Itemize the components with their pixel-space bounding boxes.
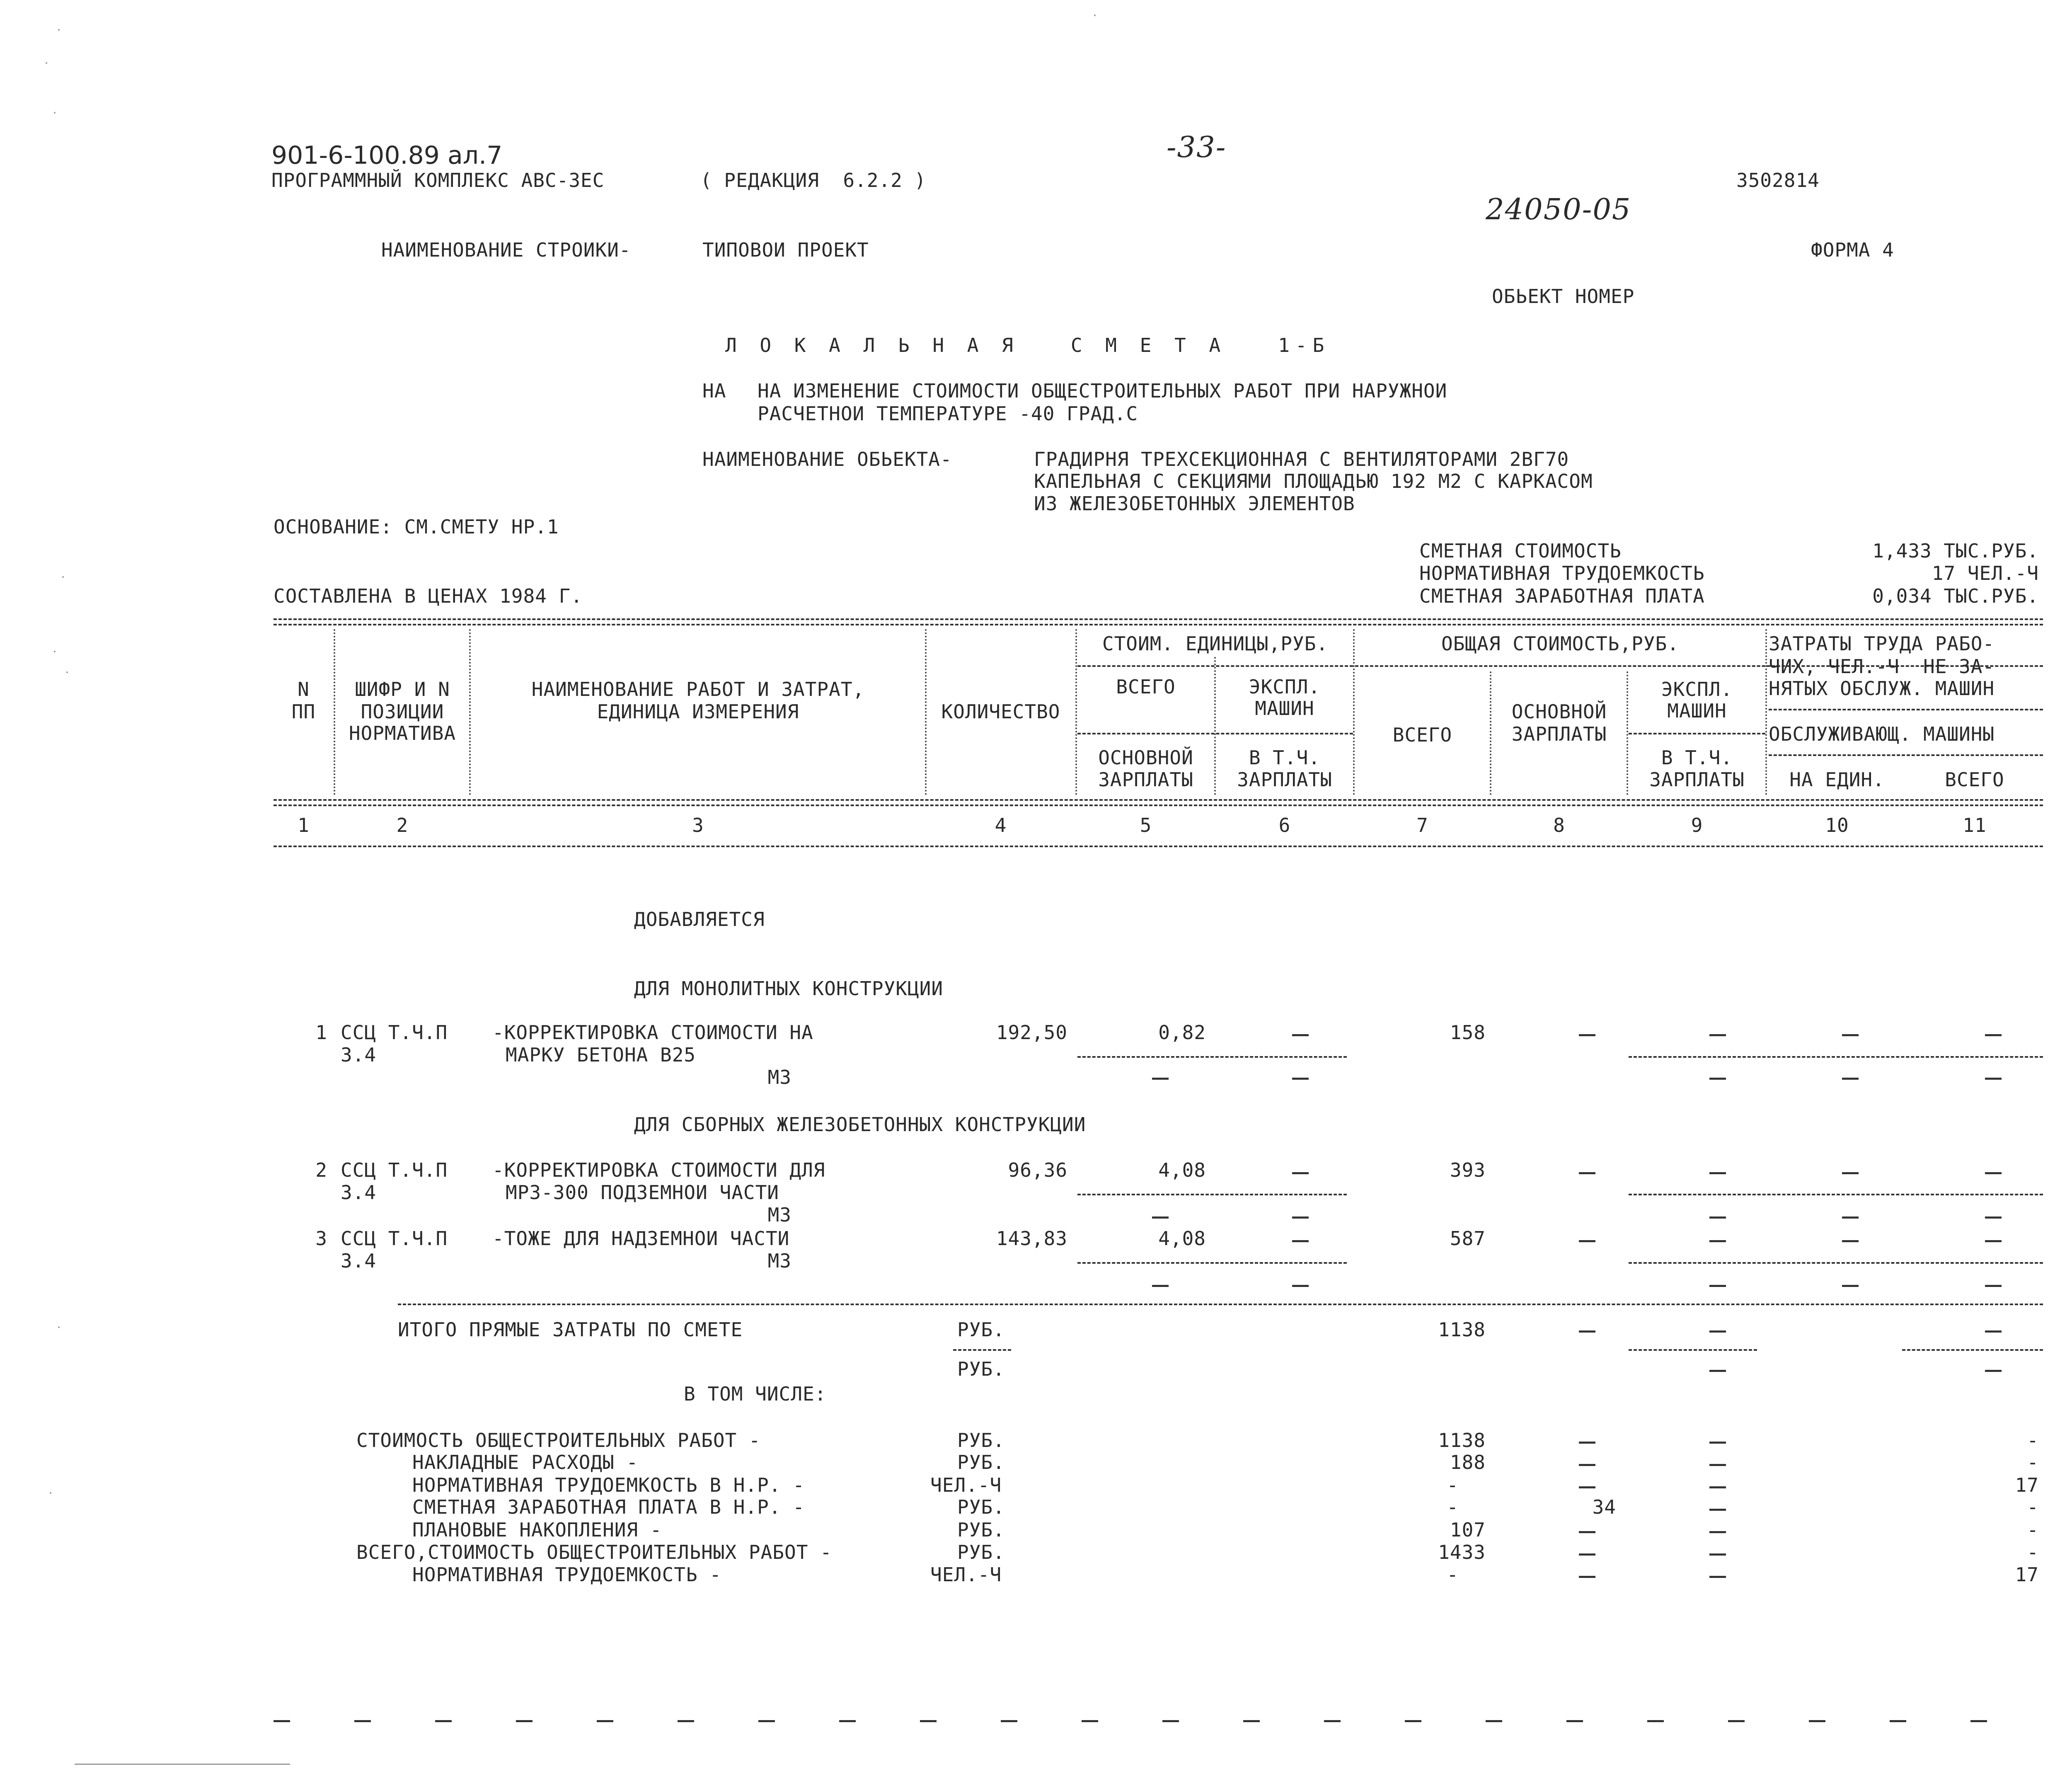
dash (1486, 1720, 1502, 1722)
row-1-cost: 0,82 (1158, 1021, 1206, 1044)
row-2-underline-a (1077, 1194, 1347, 1195)
col-num: 6 (1278, 814, 1291, 836)
dash (1579, 1486, 1595, 1488)
dash (1842, 1285, 1859, 1287)
hdr-bottom-rule (274, 799, 2043, 801)
scan-speck (46, 62, 47, 64)
dash (758, 1720, 775, 1722)
row-2-underline-b (1629, 1194, 2043, 1195)
object-number-label: ОБЬЕКТ НОМЕР (1492, 285, 1635, 308)
dash (1162, 1720, 1179, 1722)
object-line-3: ИЗ ЖЕЛЕЗОБЕТОННЫХ ЭЛЕМЕНТОВ (1034, 492, 1355, 515)
section-precast: ДЛЯ СБОРНЫХ ЖЕЛЕЗОБЕТОННЫХ КОНСТРУКЦИИ (634, 1113, 1086, 1136)
hdr-overall: ОБЩАЯ СТОИМОСТЬ,РУБ. (1441, 632, 1679, 655)
totals-underline-a (1629, 1349, 1757, 1351)
total-item-col11: - (2027, 1451, 2039, 1473)
dash (1082, 1720, 1098, 1722)
page-number: -33- (1167, 130, 1227, 164)
including-label: В ТОМ ЧИСЛЕ: (684, 1383, 827, 1405)
hdr-labor-3: НЯТЫХ ОБСЛУЖ. МАШИН (1769, 677, 1995, 700)
row-3-code: ССЦ Т.Ч.П (341, 1227, 448, 1250)
hdr-labor-rule-2 (1769, 754, 2043, 756)
summary-label-wage: СМЕТНАЯ ЗАРАБОТНАЯ ПЛАТА (1419, 585, 1705, 607)
scan-speck (54, 112, 56, 114)
dash (1985, 1370, 2002, 1372)
hdr-overall-basic-1: ОСНОВНОЙ (1511, 700, 1607, 723)
dash (1292, 1240, 1309, 1242)
dash (354, 1720, 371, 1722)
scan-speck (50, 1492, 51, 1494)
col-num: 11 (1963, 814, 1987, 836)
hdr-labor-1: ЗАТРАТЫ ТРУДА РАБО- (1769, 632, 1995, 655)
section-monolithic: ДЛЯ МОНОЛИТНЫХ КОНСТРУКЦИИ (634, 977, 944, 1000)
hdr-unit-mach-1: ЭКСПЛ. (1249, 676, 1321, 698)
col-num: 9 (1691, 814, 1703, 836)
total-item-value: 188 (1450, 1451, 1486, 1473)
row-2-total: 393 (1450, 1159, 1486, 1181)
dash (1709, 1330, 1726, 1333)
dash (1985, 1034, 2002, 1036)
dash (516, 1720, 533, 1722)
row-2-code: ССЦ Т.Ч.П (341, 1159, 448, 1181)
section-added: ДОБАВЛЯЕТСЯ (634, 908, 765, 931)
dash (1579, 1034, 1595, 1036)
dash (1579, 1553, 1595, 1556)
total-item-col11: - (2027, 1541, 2039, 1563)
dash (1243, 1720, 1260, 1722)
hdr-labor-rule-1 (1769, 709, 2043, 710)
dash (1647, 1720, 1664, 1722)
handwritten-number: 24050-05 (1486, 192, 1631, 226)
dash (1566, 1720, 1583, 1722)
row-3-qty: 143,83 (996, 1227, 1067, 1250)
row-2-unit: М3 (767, 1204, 792, 1226)
col-sep-4 (1075, 629, 1077, 795)
dash (1579, 1240, 1595, 1242)
dash (1809, 1720, 1825, 1722)
row-3-name: -ТОЖЕ ДЛЯ НАДЗЕМНОИ ЧАСТИ (492, 1227, 790, 1250)
row-1-code-2: 3.4 (341, 1044, 377, 1066)
total-item-unit: РУБ. (957, 1429, 1005, 1452)
totals-rule (398, 1304, 2043, 1305)
edition: ( РЕДАКЦИЯ 6.2.2 ) (700, 169, 927, 191)
dash (1890, 1720, 1906, 1722)
object-line-2: КАПЕЛЬНАЯ С СЕКЦИЯМИ ПЛОЩАДЬЮ 192 М2 С КАРКАСОМ (1034, 470, 1593, 492)
total-item-col11: 17 (2015, 1563, 2039, 1586)
construction-label: НАИМЕНОВАНИЕ СТРОИКИ- (381, 239, 631, 261)
direct-costs-unit-2: РУБ. (957, 1358, 1005, 1380)
row-1-qty: 192,50 (996, 1021, 1067, 1044)
col-num: 2 (396, 814, 409, 836)
dash (1579, 1576, 1595, 1578)
col-num: 5 (1140, 814, 1152, 836)
hdr-unit-incl-2: ЗАРПЛАТЫ (1237, 768, 1332, 791)
total-item-unit: РУБ. (957, 1541, 1005, 1563)
object-label: НАИМЕНОВАНИЕ ОБЬЕКТА- (702, 448, 952, 470)
col-num: 10 (1825, 814, 1849, 836)
form-label: ФОРМА 4 (1811, 239, 1894, 261)
total-item-label: НАКЛАДНЫЕ РАСХОДЫ - (412, 1451, 639, 1473)
title-line-1: НА ИЗМЕНЕНИЕ СТОИМОСТИ ОБЩЕСТРОИТЕЛЬНЫХ РАБОТ ПРИ НАРУЖНОИ (758, 380, 1447, 402)
scan-speck (62, 576, 64, 578)
hdr-labor-2: ЧИХ, ЧЕЛ.-Ч НЕ ЗА- (1769, 655, 1995, 678)
software-complex: ПРОГРАММНЫЙ КОМПЛЕКС АВС-3ЕС (271, 169, 605, 191)
dash (1985, 1330, 2002, 1333)
summary-label-labor: НОРМАТИВНАЯ ТРУДОЕМКОСТЬ (1419, 562, 1705, 584)
hdr-bottom-rule-2 (274, 805, 2043, 806)
dash (1579, 1464, 1595, 1466)
hdr-overall-incl-2: ЗАРПЛАТЫ (1649, 768, 1745, 791)
hdr-labor-4: ОБСЛУЖИВАЮЩ. МАШИНЫ (1769, 723, 1995, 745)
dash (1324, 1720, 1341, 1722)
scan-edge (75, 1764, 290, 1765)
hdr-unit-total: ВСЕГО (1116, 676, 1176, 698)
hdr-unit-sub-rule (1077, 733, 1353, 734)
hdr-code-1: ШИФР И N (355, 678, 450, 700)
dash (1842, 1034, 1859, 1036)
row-2-name-2: МРЗ-300 ПОДЗЕМНОИ ЧАСТИ (506, 1181, 779, 1204)
hdr-code-2: ПОЗИЦИИ (361, 700, 444, 723)
prices-basis: СОСТАВЛЕНА В ЦЕНАХ 1984 Г. (274, 585, 583, 607)
col-sep-7 (1490, 671, 1491, 795)
hdr-code-3: НОРМАТИВА (349, 722, 456, 744)
dash (1709, 1531, 1726, 1533)
dash (1709, 1240, 1726, 1242)
hdr-qty: КОЛИЧЕСТВО (941, 700, 1060, 723)
row-1-name: -КОРРЕКТИРОВКА СТОИМОСТИ НА (492, 1021, 813, 1044)
col-num-rule (274, 846, 2043, 847)
hdr-unit-cost-rule (1077, 665, 1353, 667)
dash (1709, 1078, 1726, 1080)
hdr-unit-basic-1: ОСНОВНОЙ (1098, 746, 1193, 769)
row-1-total: 158 (1450, 1021, 1486, 1044)
hdr-overall-total: ВСЕГО (1392, 724, 1452, 746)
total-item-unit: РУБ. (957, 1496, 1005, 1518)
dash (1709, 1509, 1726, 1511)
summary-value-wage: 0,034 ТЫС.РУБ. (1872, 585, 2039, 607)
row-2-code-2: 3.4 (341, 1181, 377, 1204)
doc-code: 901-6-100.89 ал.7 (271, 141, 503, 170)
hdr-unit-incl-1: В Т.Ч. (1249, 746, 1321, 769)
total-item-value: - (1447, 1496, 1459, 1518)
summary-label-cost: СМЕТНАЯ СТОИМОСТЬ (1419, 540, 1622, 562)
dash (1292, 1078, 1309, 1080)
dash (1292, 1034, 1309, 1036)
dash (1842, 1240, 1859, 1242)
dash (435, 1720, 452, 1722)
dash (1970, 1720, 1987, 1722)
dash (1985, 1285, 2002, 1287)
row-3-total: 587 (1450, 1227, 1486, 1250)
row-3-n: 3 (315, 1227, 327, 1250)
scan-speck (58, 29, 60, 31)
hdr-unit-cost: СТОИМ. ЕДИНИЦЫ,РУБ. (1102, 632, 1329, 655)
dash (1709, 1172, 1726, 1174)
estimate-title: Л О К А Л Ь Н А Я С М Е Т А 1-Б (725, 334, 1330, 356)
dash (920, 1720, 937, 1722)
unit-underline (953, 1349, 1011, 1351)
dash (678, 1720, 694, 1722)
title-na: НА (702, 380, 726, 402)
scan-speck (54, 651, 56, 652)
summary-value-labor: 17 ЧЕЛ.-Ч (1932, 562, 2039, 584)
row-3-code-2: 3.4 (341, 1250, 377, 1272)
dash (1579, 1330, 1595, 1333)
dash (1985, 1240, 2002, 1242)
dash (1579, 1442, 1595, 1444)
total-item-label: ПЛАНОВЫЕ НАКОПЛЕНИЯ - (412, 1519, 662, 1541)
dash (1842, 1216, 1859, 1219)
row-1-underline-a (1077, 1056, 1347, 1058)
total-item-label: НОРМАТИВНАЯ ТРУДОЕМКОСТЬ В Н.Р. - (412, 1474, 805, 1496)
dash (1709, 1370, 1726, 1372)
hdr-name-2: ЕДИНИЦА ИЗМЕРЕНИЯ (597, 700, 799, 723)
total-item-col8: 34 (1592, 1496, 1616, 1518)
dash (1842, 1172, 1859, 1174)
hdr-unit-mach-2: МАШИН (1255, 697, 1314, 720)
row-2-n: 2 (315, 1159, 327, 1181)
total-item-col11: - (2027, 1429, 2039, 1452)
col-sep-6 (1353, 629, 1355, 795)
total-item-value: 1433 (1438, 1541, 1486, 1563)
row-2-name: -КОРРЕКТИРОВКА СТОИМОСТИ ДЛЯ (492, 1159, 825, 1181)
direct-costs-value: 1138 (1438, 1318, 1486, 1341)
hdr-labor-per-unit: НА ЕДИН. (1789, 768, 1885, 791)
title-line-2: РАСЧЕТНОИ ТЕМПЕРАТУРЕ -40 ГРАД.С (758, 402, 1138, 425)
direct-costs-unit: РУБ. (957, 1318, 1005, 1341)
table-top-rule (274, 618, 2043, 620)
total-item-col11: - (2027, 1519, 2039, 1541)
col-sep-9 (1765, 629, 1767, 795)
dash (1001, 1720, 1017, 1722)
row-3-underline-a (1077, 1262, 1347, 1264)
total-item-unit: ЧЕЛ.-Ч (930, 1563, 1002, 1586)
dash (274, 1720, 290, 1722)
col-sep-1 (334, 629, 335, 795)
dash (1292, 1285, 1309, 1287)
total-item-unit: РУБ. (957, 1451, 1005, 1473)
row-3-underline-b (1629, 1262, 2043, 1264)
total-item-label: СМЕТНАЯ ЗАРАБОТНАЯ ПЛАТА В Н.Р. - (412, 1496, 805, 1518)
total-item-label: СТОИМОСТЬ ОБЩЕСТРОИТЕЛЬНЫХ РАБОТ - (356, 1429, 761, 1452)
total-item-unit: РУБ. (957, 1519, 1005, 1541)
totals-underline-b (1902, 1349, 2043, 1351)
summary-value-cost: 1,433 ТЫС.РУБ. (1872, 540, 2039, 562)
doc-number: 3502814 (1736, 169, 1820, 191)
hdr-labor-all: ВСЕГО (1945, 768, 2004, 791)
scan-speck (58, 1326, 60, 1328)
hdr-overall-mach-1: ЭКСПЛ. (1661, 678, 1733, 700)
dash (1985, 1078, 2002, 1080)
col-sep-2 (469, 629, 471, 795)
dash (1709, 1034, 1726, 1036)
dash (1985, 1216, 2002, 1219)
col-num: 3 (692, 814, 704, 836)
direct-costs-label: ИТОГО ПРЯМЫЕ ЗАТРАТЫ ПО СМЕТЕ (398, 1318, 743, 1341)
dash (1152, 1285, 1169, 1287)
row-3-cost: 4,08 (1158, 1227, 1206, 1250)
dash (1709, 1216, 1726, 1219)
hdr-overall-basic-2: ЗАРПЛАТЫ (1511, 723, 1607, 745)
row-2-cost: 4,08 (1158, 1159, 1206, 1181)
hdr-unit-basic-2: ЗАРПЛАТЫ (1098, 768, 1193, 791)
dash (1985, 1172, 2002, 1174)
col-sep-5 (1214, 657, 1216, 795)
dash (1579, 1172, 1595, 1174)
dash (1842, 1078, 1859, 1080)
row-3-unit: М3 (767, 1250, 792, 1272)
table-top-rule-2 (274, 624, 2043, 625)
row-1-code: ССЦ Т.Ч.П (341, 1021, 448, 1044)
construction-value: ТИПОВОИ ПРОЕКТ (702, 239, 869, 261)
scan-speck (66, 671, 68, 673)
dash (1405, 1720, 1421, 1722)
dash (1709, 1285, 1726, 1287)
dash (1709, 1553, 1726, 1556)
row-2-qty: 96,36 (1008, 1159, 1067, 1181)
col-num: 7 (1416, 814, 1428, 836)
dash (1709, 1486, 1726, 1488)
dash (1579, 1531, 1595, 1533)
col-sep-8 (1627, 671, 1628, 795)
row-1-n: 1 (315, 1021, 327, 1044)
total-item-col11: - (2027, 1496, 2039, 1518)
col-num: 1 (298, 814, 310, 836)
hdr-pp: ПП (291, 700, 316, 723)
dash (597, 1720, 613, 1722)
object-line-1: ГРАДИРНЯ ТРЕХСЕКЦИОННАЯ С ВЕНТИЛЯТОРАМИ 2ВГ70 (1034, 448, 1569, 470)
row-1-name-2: МАРКУ БЕТОНА В25 (506, 1044, 696, 1066)
hdr-name-1: НАИМЕНОВАНИЕ РАБОТ И ЗАТРАТ, (531, 678, 865, 700)
total-item-label: НОРМАТИВНАЯ ТРУДОЕМКОСТЬ - (412, 1563, 722, 1586)
total-item-label: ВСЕГО,СТОИМОСТЬ ОБЩЕСТРОИТЕЛЬНЫХ РАБОТ - (356, 1541, 832, 1563)
row-1-unit: М3 (767, 1066, 792, 1088)
col-num: 4 (995, 814, 1007, 836)
dash (1152, 1078, 1169, 1080)
total-item-value: 1138 (1438, 1429, 1486, 1452)
dash (1709, 1464, 1726, 1466)
dash (1709, 1442, 1726, 1444)
dash (1728, 1720, 1745, 1722)
total-item-unit: ЧЕЛ.-Ч (930, 1474, 1002, 1496)
dash (1152, 1216, 1169, 1219)
hdr-overall-incl-1: В Т.Ч. (1661, 746, 1733, 769)
total-item-col11: 17 (2015, 1474, 2039, 1496)
row-1-underline-b (1629, 1056, 2043, 1058)
total-item-value: - (1447, 1563, 1459, 1586)
hdr-overall-mach-2: МАШИН (1667, 700, 1727, 722)
scan-speck (1094, 15, 1096, 16)
col-num: 8 (1553, 814, 1565, 836)
hdr-overall-mach-rule (1629, 733, 1765, 734)
dash (1709, 1576, 1726, 1578)
hdr-n: N (298, 678, 310, 700)
dash (1292, 1216, 1309, 1219)
total-item-value: - (1447, 1474, 1459, 1496)
basis: ОСНОВАНИЕ: СМ.СМЕТУ НР.1 (274, 516, 559, 538)
dash (1292, 1172, 1309, 1174)
total-item-value: 107 (1450, 1519, 1486, 1541)
dash (839, 1720, 856, 1722)
